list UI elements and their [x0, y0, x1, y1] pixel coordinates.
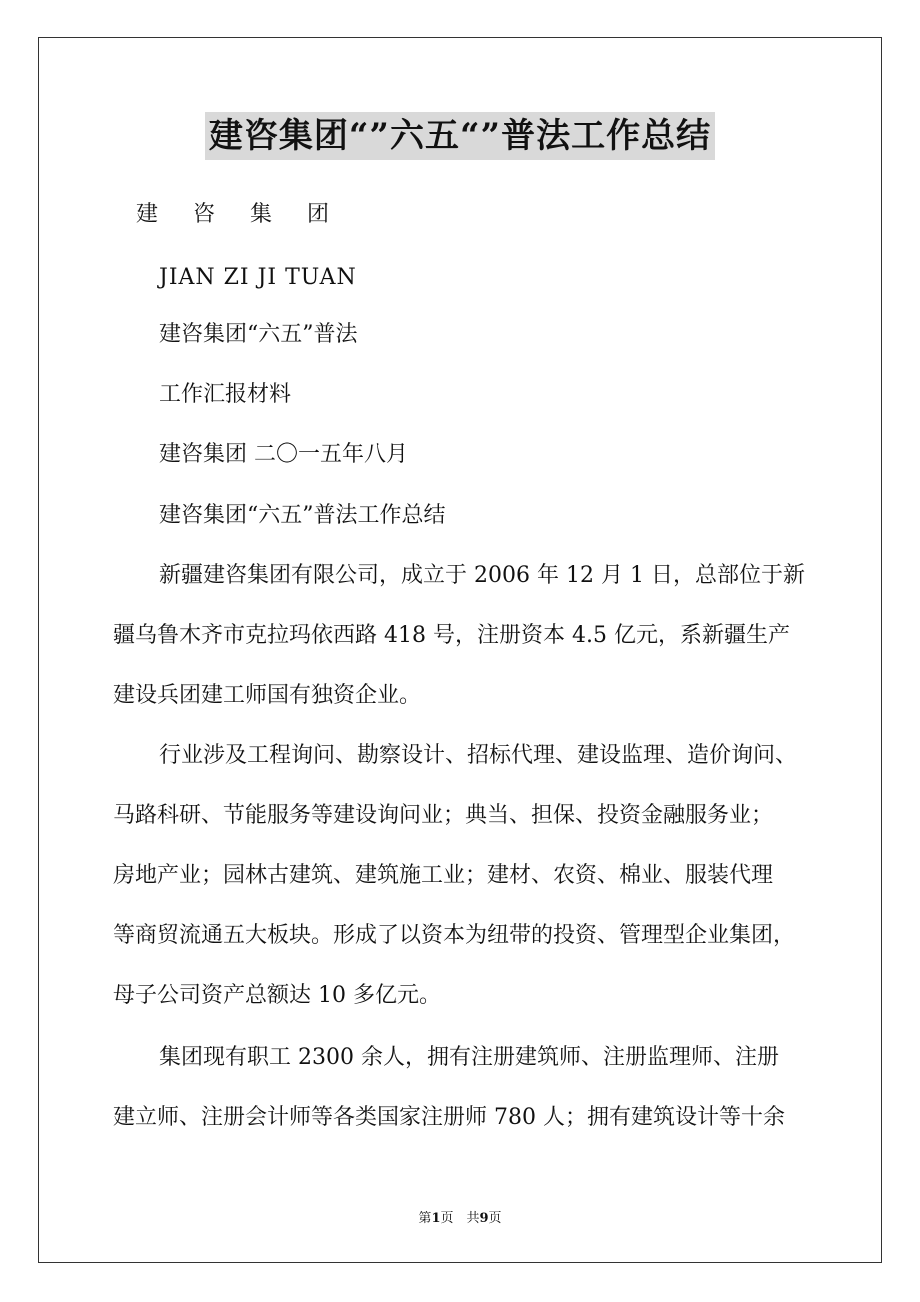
title-container [0, 112, 920, 160]
paragraph-line[interactable]: 行业涉及工程询问、勘察设计、招标代理、建设监理、造价询问、 [159, 743, 798, 768]
paragraph-line[interactable]: 等商贸流通五大板块。形成了以资本为纽带的投资、管理型企业集团， [113, 923, 796, 948]
paragraph-2 [113, 742, 813, 1042]
paragraph-3 [113, 1044, 813, 1164]
company-pinyin[interactable]: JIAN ZI JI TUAN [159, 265, 357, 290]
footer-prefix: 第 [418, 1211, 432, 1226]
paragraph-line[interactable]: 疆乌鲁木齐市克拉玛依西路 418 号，注册资本 4.5 亿元，系新疆生产 [113, 623, 790, 648]
paragraph-line[interactable]: 集团现有职工 2300 余人，拥有注册建筑师、注册监理师、注册 [159, 1045, 779, 1070]
paragraph-line[interactable]: 建立师、注册会计师等各类国家注册师 780 人；拥有建筑设计等十余 [113, 1105, 785, 1130]
paragraph-line[interactable]: 建设兵团建工师国有独资企业。 [113, 683, 422, 708]
cover-date[interactable]: 建咨集团 二〇一五年八月 [159, 442, 408, 467]
subtitle[interactable]: 建咨集团“六五”普法工作总结 [159, 503, 446, 528]
paragraph-1 [113, 562, 813, 742]
document-title[interactable]: 建咨集团“”六五“”普法工作总结 [205, 112, 715, 160]
paragraph-line[interactable]: 马路科研、节能服务等建设询问业；典当、担保、投资金融服务业； [113, 803, 774, 828]
paragraph-line[interactable]: 新疆建咨集团有限公司，成立于 2006 年 12 月 1 日，总部位于新 [159, 563, 805, 588]
footer-mid: 页 共 [440, 1211, 480, 1226]
paragraph-line[interactable]: 房地产业；园林古建筑、建筑施工业；建材、农资、棉业、服装代理 [113, 863, 774, 888]
footer-total-pages: 9 [479, 1211, 489, 1226]
footer-page-number: 1 [431, 1211, 441, 1226]
cover-line-2[interactable]: 工作汇报材料 [159, 382, 292, 407]
page-footer [0, 1207, 920, 1226]
paragraph-line[interactable]: 母子公司资产总额达 10 多亿元。 [113, 983, 441, 1008]
cover-line-1[interactable]: 建咨集团“六五”普法 [159, 322, 358, 347]
company-name-spaced[interactable]: 建 咨 集 团 [136, 202, 343, 227]
footer-suffix: 页 [488, 1211, 502, 1226]
